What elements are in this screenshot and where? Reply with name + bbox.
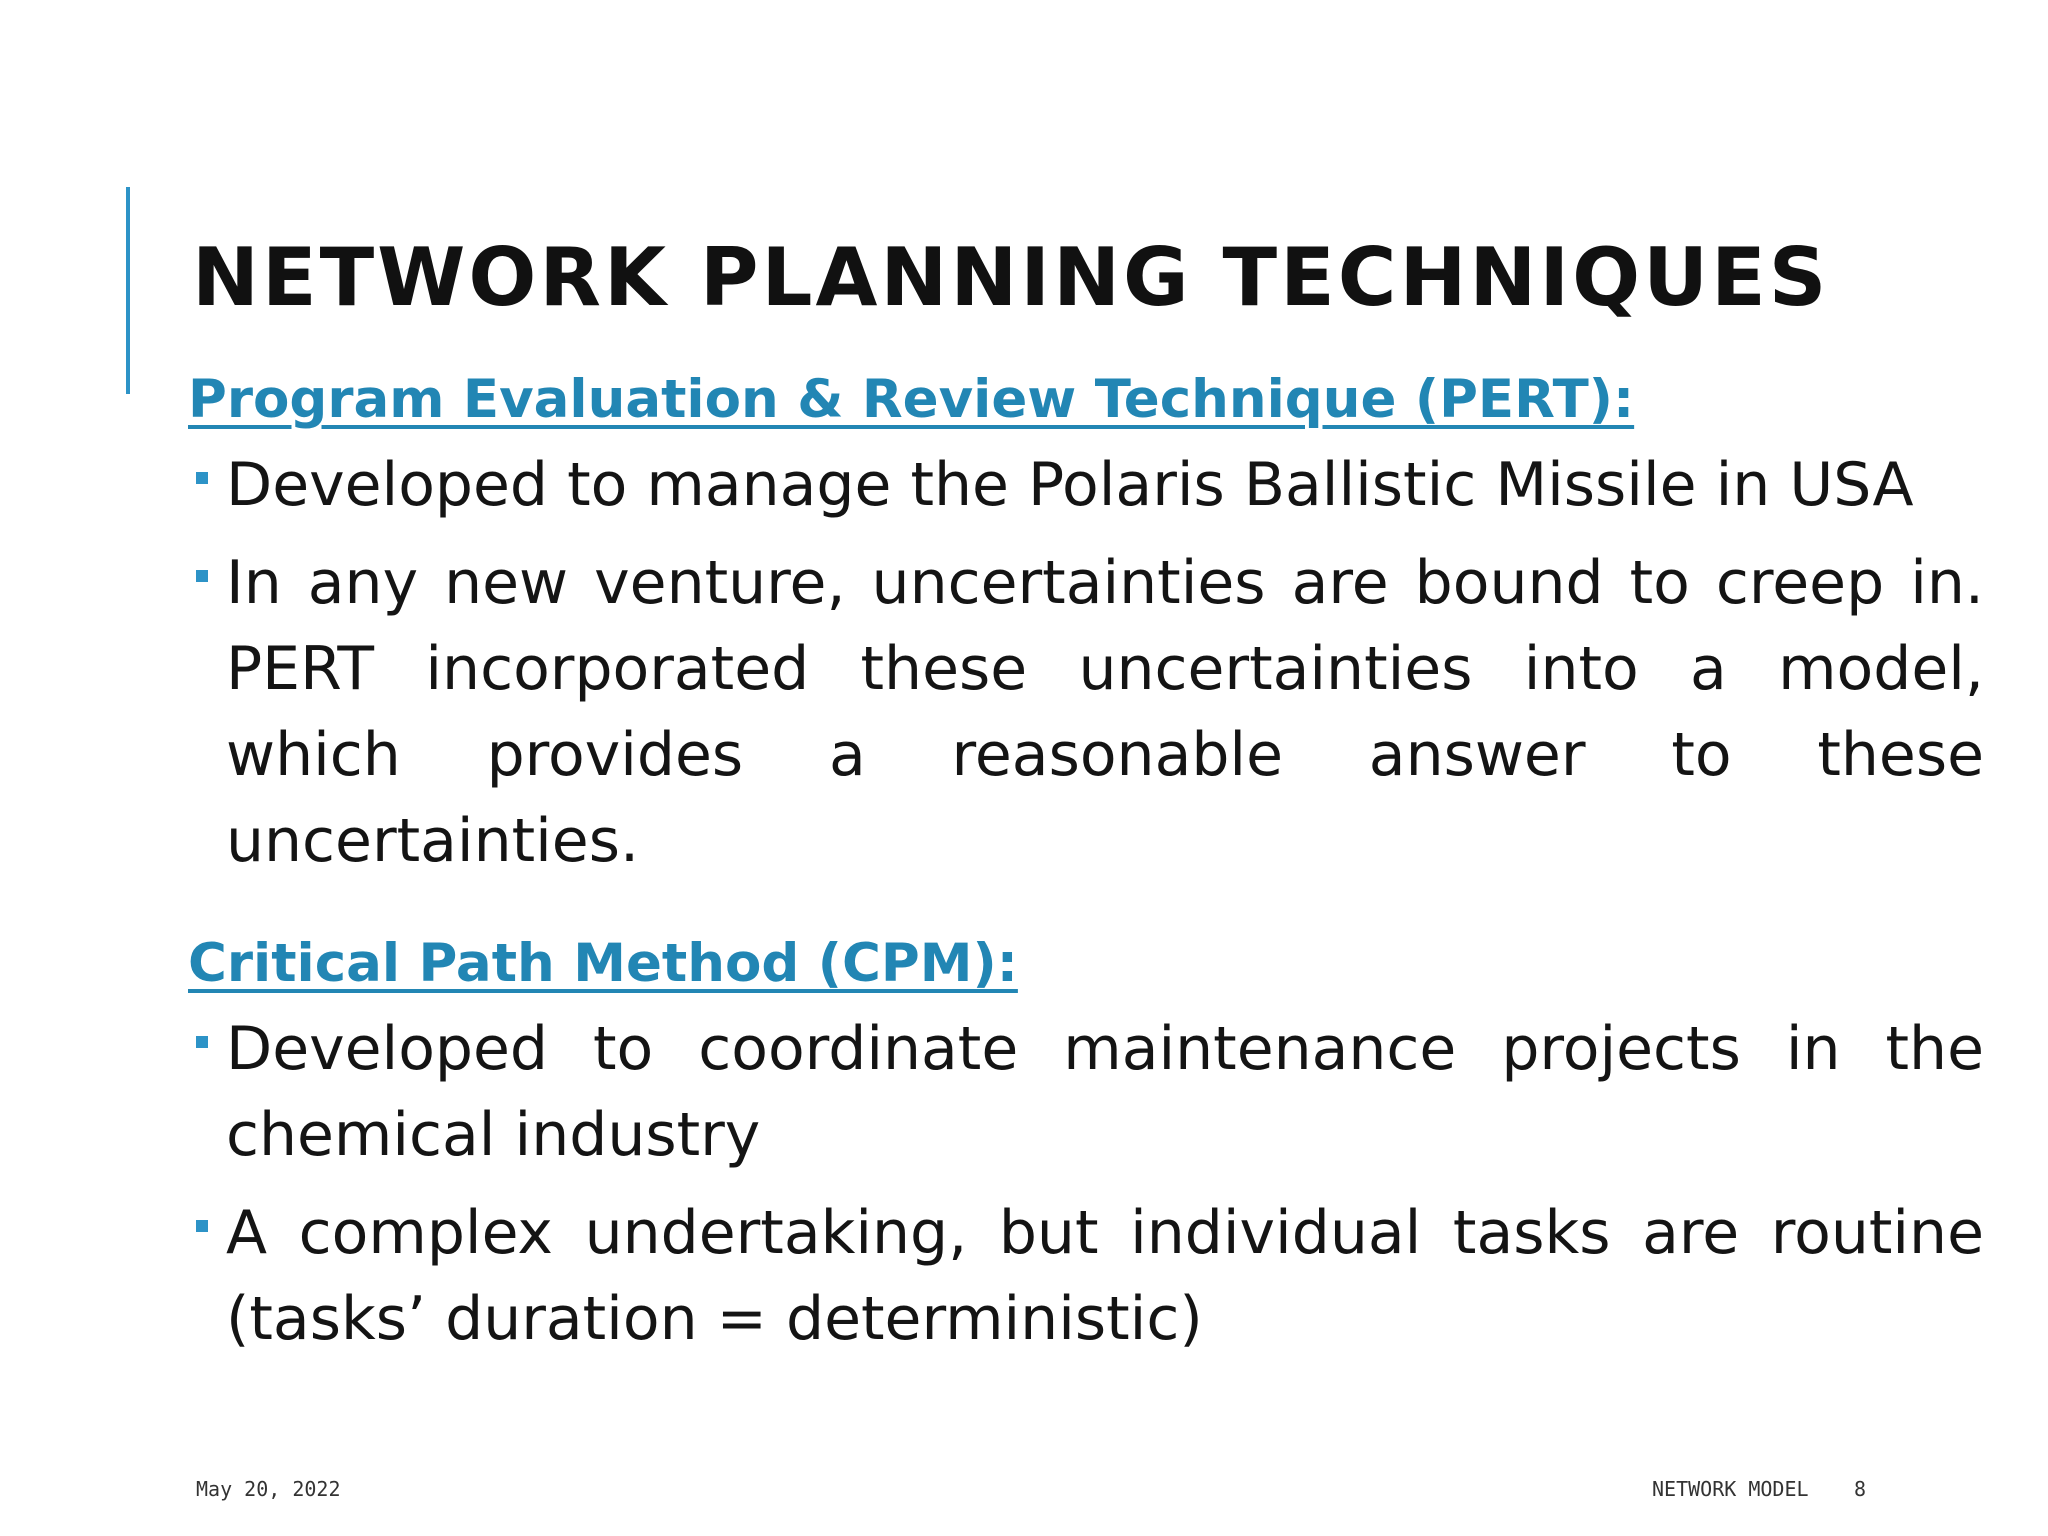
pert-bullet-2-text: In any new venture, uncertainties are bound to creep in. PERT incorporated these uncertainties into a model, which provides a reasonable answer to these uncertainties. (226, 548, 1984, 876)
footer-page-number: 8 (1854, 1477, 1867, 1501)
square-bullet-icon (196, 1036, 208, 1048)
cpm-bullet-1-text: Developed to coordinate maintenance projects in the chemical industry (226, 1014, 1984, 1170)
cpm-bullet-1 (188, 1006, 1984, 1178)
cpm-bullet-2 (188, 1190, 1984, 1362)
cpm-bullet-2-text: A complex undertaking, but individual tasks are routine (tasks’ duration = deterministic) (226, 1198, 1984, 1354)
pert-heading: Program Evaluation & Review Technique (PERT): (188, 369, 1635, 430)
slide-content (188, 362, 1984, 1362)
square-bullet-icon (196, 1220, 208, 1232)
pert-bullet-1 (188, 442, 1984, 528)
footer-title: NETWORK MODEL (1652, 1477, 1809, 1501)
title-accent-bar (126, 187, 130, 394)
pert-bullet-1-text: Developed to manage the Polaris Ballistic Missile in USA (226, 450, 1914, 520)
footer-date: May 20, 2022 (196, 1477, 341, 1501)
cpm-heading: Critical Path Method (CPM): (188, 933, 1018, 994)
pert-bullet-list (188, 442, 1984, 884)
square-bullet-icon (196, 472, 208, 484)
square-bullet-icon (196, 570, 208, 582)
slide-title: NETWORK PLANNING TECHNIQUES (192, 231, 1830, 324)
cpm-bullet-list (188, 1006, 1984, 1362)
pert-bullet-2 (188, 540, 1984, 884)
